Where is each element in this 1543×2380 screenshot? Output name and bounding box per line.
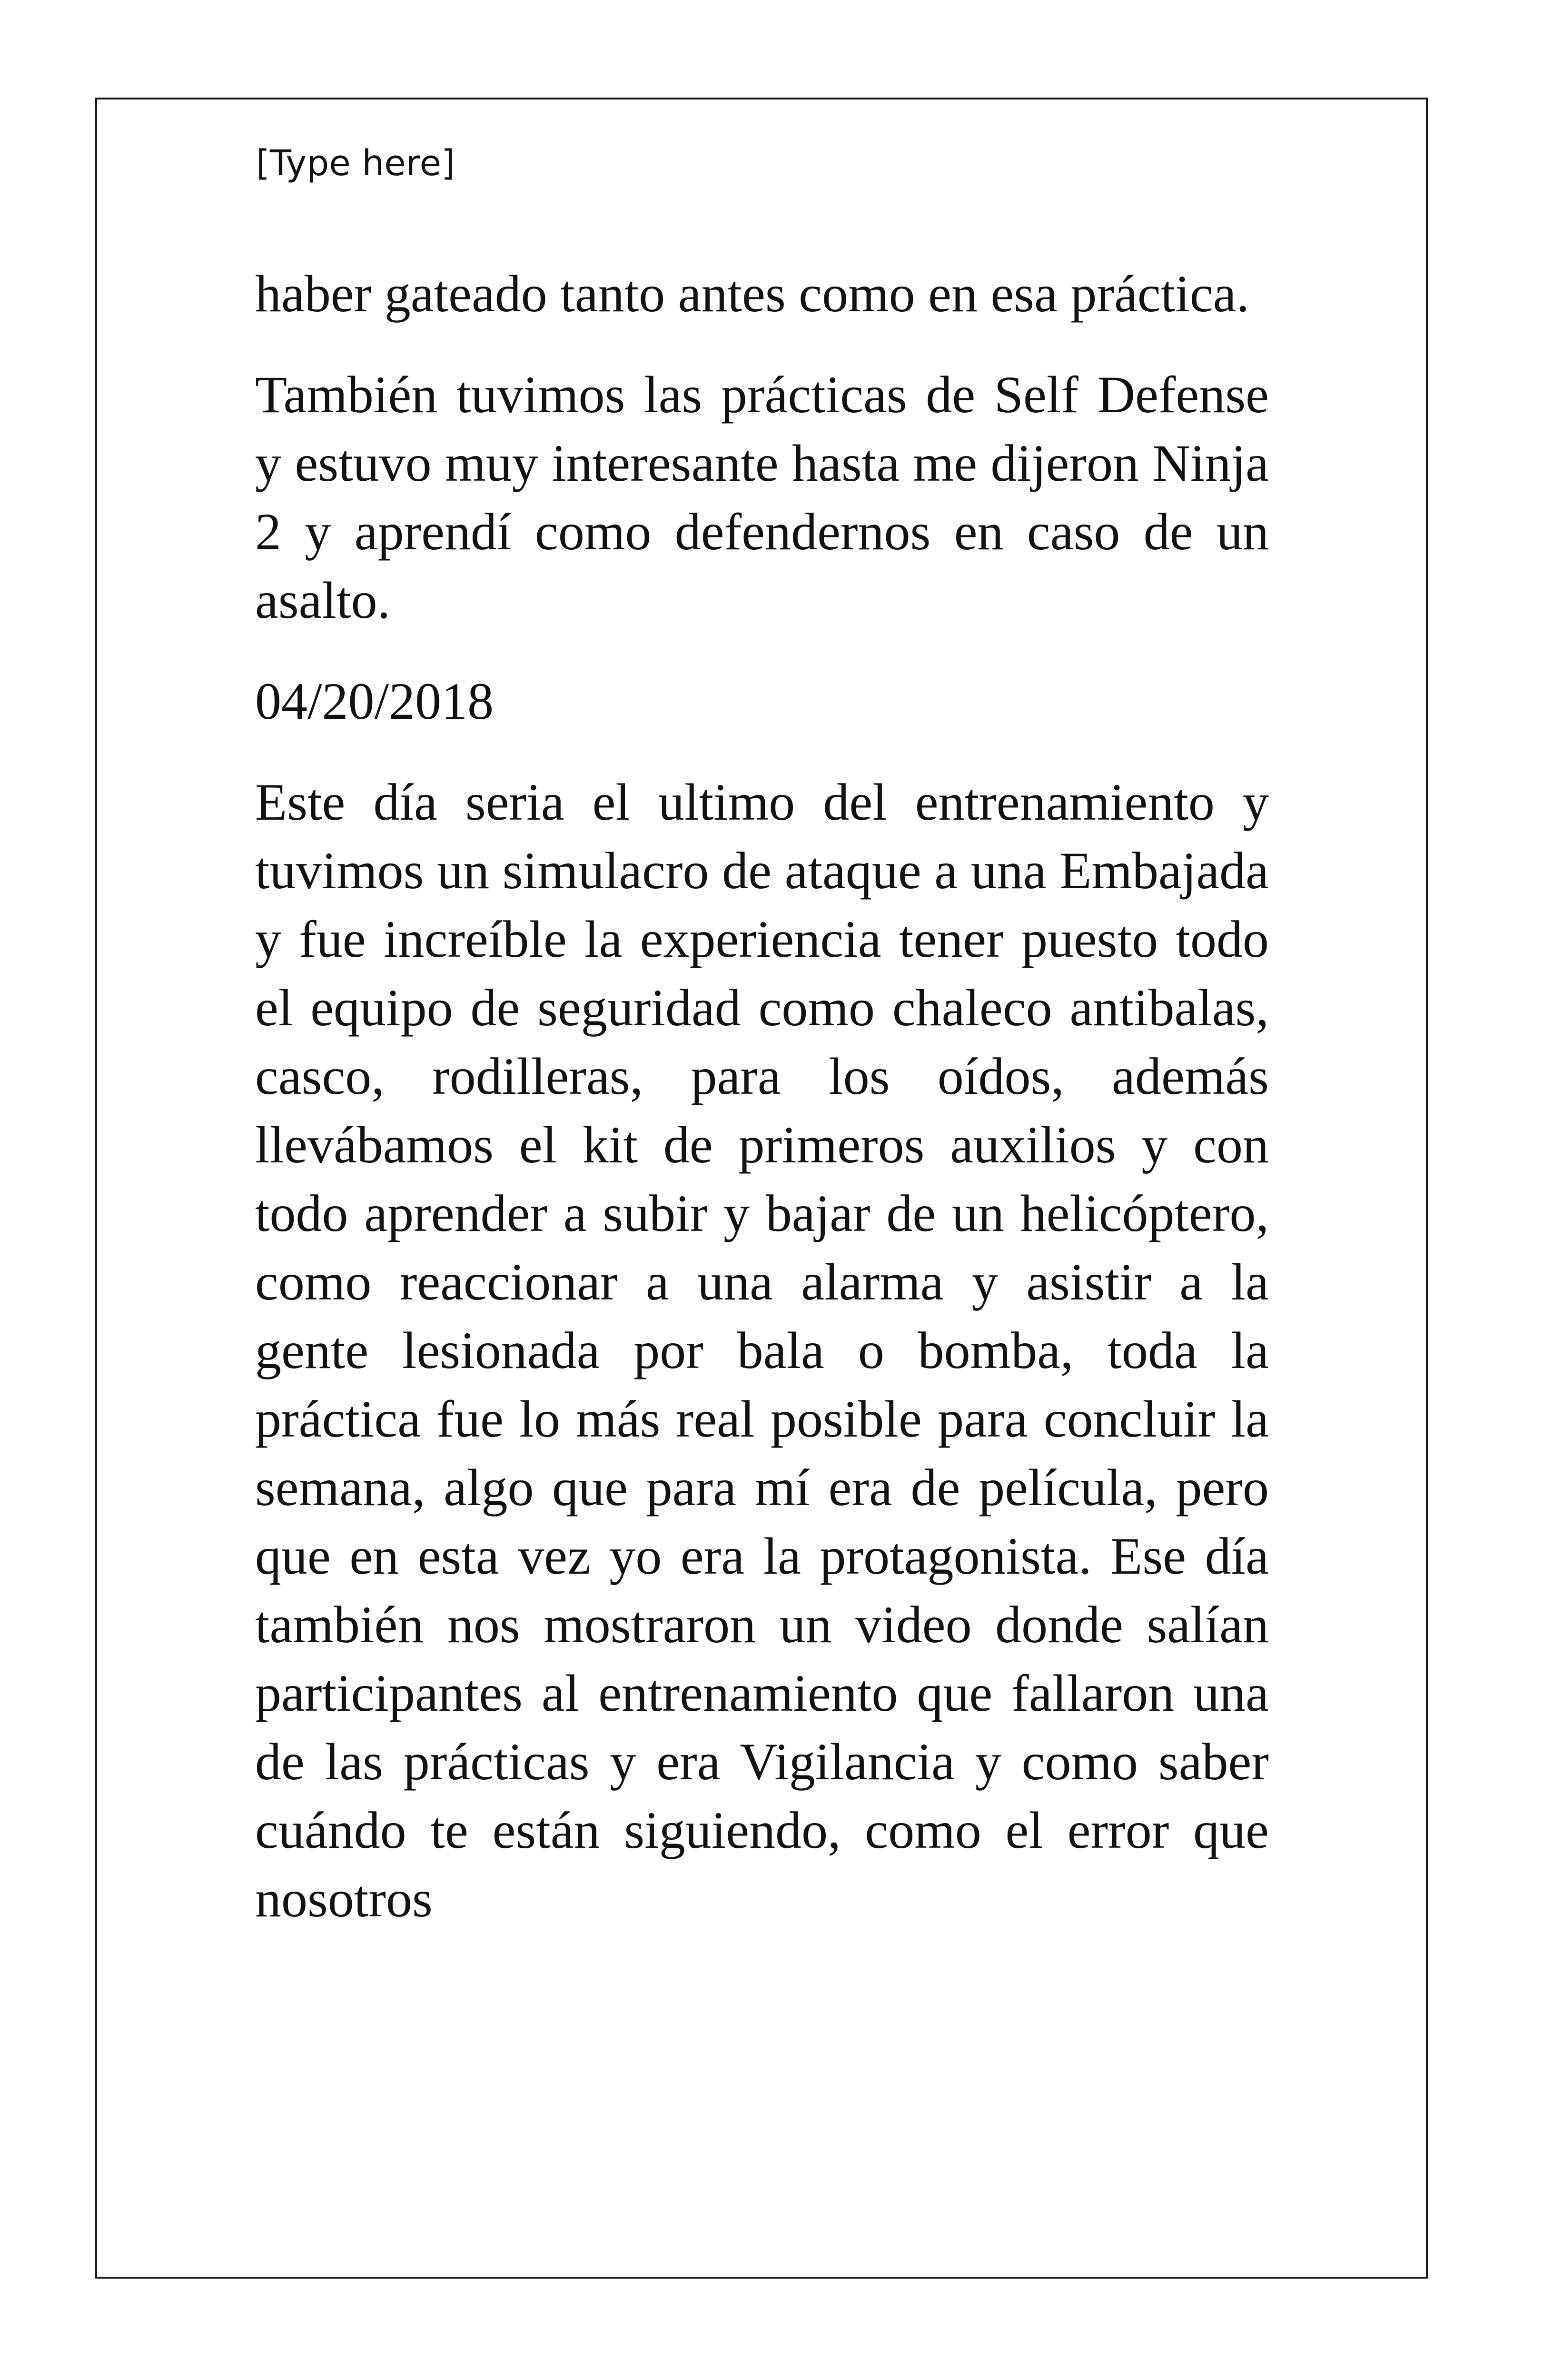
header-placeholder[interactable]: [Type here] <box>256 143 455 184</box>
document-body <box>255 259 1269 1965</box>
paragraph-self-defense: También tuvimos las prácticas de Self Defense y estuvo muy interesante hasta me dijeron Ninja 2 y aprendí como defendernos en caso de un asalto. <box>255 366 1269 629</box>
paragraph-continuation: haber gateado tanto antes como en esa práctica. <box>255 265 1249 323</box>
paragraph-last-day: Este día seria el ultimo del entrenamiento y tuvimos un simulacro de ataque a una Embajada y fue increíble la experiencia tener puesto todo el equipo de seguridad como chaleco antibalas, casco, rodilleras, para los oídos, además llevábamos el kit de primeros auxilios y con todo aprender a subir y bajar de un helicóptero, como reaccionar a una alarma y asistir a la gente lesionada por bala o bomba, toda la práctica fue lo más real posible para concluir la semana, algo que para mí era de película, pero que en esta vez yo era la protagonista. Ese día también nos mostraron un video donde salían participantes al entrenamiento que fallaron una de las prácticas y era Vigilancia y como saber cuándo te están siguiendo, como el error que nosotros <box>255 773 1269 1928</box>
date-heading: 04/20/2018 <box>255 672 494 730</box>
